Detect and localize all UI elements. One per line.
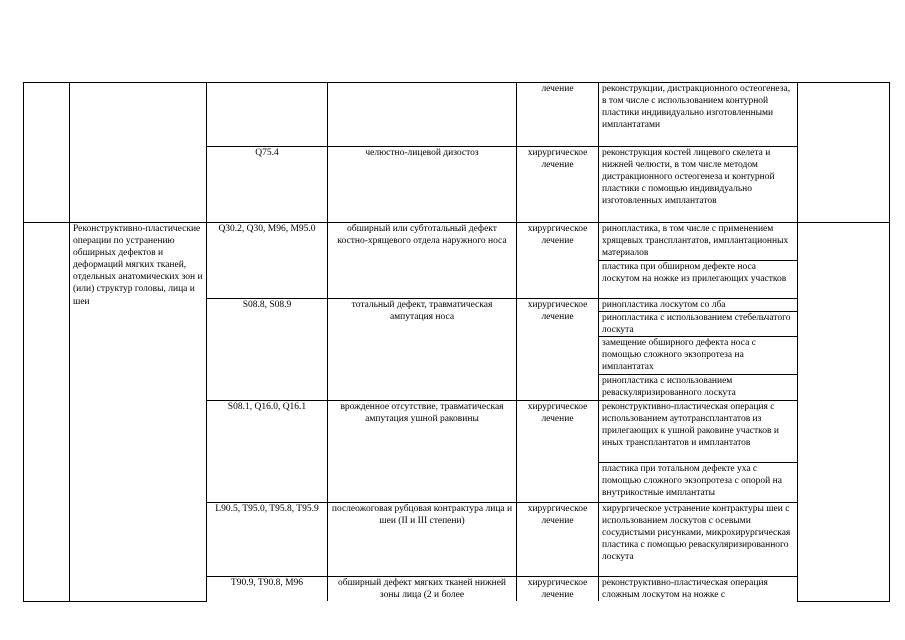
method-cell [599, 147, 798, 223]
number-cell [24, 223, 70, 602]
diagnosis-cell: тотальный дефект, травматическая ампутация носа [328, 299, 517, 401]
group-cell: Реконструктивно-пластические операции по устранению обширных дефектов и деформаций мягких тканей, отдельных анатомических зон и (или) структур головы, лица и шеи [70, 223, 207, 602]
method-item: замещение обширного дефекта носа с помощью сложного экзопротеза на имплантатах [599, 336, 797, 374]
group-cell [70, 83, 207, 223]
method-item: реконструкция костей лицевого скелета и нижней челюсти, в том числе методом дистракционного остеогенеза и контурной пластики с помощью индивидуально изготовленных имплантатов [602, 148, 775, 207]
method-item: ринопластика с использованием реваскуляризированного лоскута [599, 374, 797, 399]
treatment-cell: хирургическое лечение [517, 299, 599, 401]
method-item: ринопластика лоскутом со лба [602, 300, 726, 310]
method-item: хирургическое устранение контрактуры шеи с использованием лоскутов с осевыми сосудистыми рисунками, микрохирургическая пластика с помощью реваскуляризированного лоскута [602, 504, 791, 563]
diagnosis-cell: послеожоговая рубцовая контрактура лица и шеи (II и III степени) [328, 503, 517, 577]
method-cell [599, 299, 798, 401]
treatment-cell: хирургическое лечение [517, 147, 599, 223]
method-cell [599, 401, 798, 503]
code-cell [207, 83, 328, 147]
code-cell: T90.9, T90.8, M96 [207, 577, 328, 602]
diagnosis-cell: врожденное отсутствие, травматическая ампутация ушной раковины [328, 401, 517, 503]
code-cell: L90.5, T95.0, T95.8, T95.9 [207, 503, 328, 577]
code-cell: Q75.4 [207, 147, 328, 223]
method-item: реконструктивно-пластическая операция сложным лоскутом на ножке с [602, 578, 768, 601]
method-cell [599, 223, 798, 299]
diagnosis-cell: обширный или субтотальный дефект костно-хрящевого отдела наружного носа [328, 223, 517, 299]
code-cell: S08.1, Q16.0, Q16.1 [207, 401, 328, 503]
number-cell [24, 83, 70, 223]
method-cell [599, 83, 798, 147]
treatment-cell: лечение [517, 83, 599, 147]
treatment-cell: хирургическое лечение [517, 577, 599, 602]
treatment-cell: хирургическое лечение [517, 401, 599, 503]
method-cell [599, 503, 798, 577]
medical-procedures-table [23, 82, 890, 602]
code-cell: Q30.2, Q30, M96, M95.0 [207, 223, 328, 299]
method-item: пластика при тотальном дефекте уха с помощью сложного экзопротеза с опорой на внутрикостные имплантаты [599, 462, 797, 499]
method-cell [599, 577, 798, 602]
table-row [24, 223, 890, 299]
method-item: реконструкции, дистракционного остеогенеза, в том числе с использованием контурной пластики индивидуально изготовленными имплантатами [602, 84, 791, 131]
treatment-cell: хирургическое лечение [517, 503, 599, 577]
diagnosis-cell: челюстно-лицевой дизостоз [328, 147, 517, 223]
extra-cell [798, 223, 890, 602]
method-item: ринопластика, в том числе с применением хрящевых трансплантатов, имплантационных материалов [602, 224, 789, 259]
code-cell: S08.8, S08.9 [207, 299, 328, 401]
diagnosis-cell [328, 83, 517, 147]
method-item: пластика при обширном дефекте носа лоскутом на ножке из прилегающих участков [599, 260, 797, 285]
treatment-cell: хирургическое лечение [517, 223, 599, 299]
extra-cell [798, 83, 890, 223]
table-row [24, 83, 890, 147]
method-item: ринопластика с использованием стебельчатого лоскута [599, 311, 797, 336]
method-item: реконструктивно-пластическая операция с использованием аутотрансплантатов из прилегающих к ушной раковине участков и иных трансплантатов и имплантатов [602, 402, 779, 449]
diagnosis-cell: обширный дефект мягких тканей нижней зоны лица (2 и более [328, 577, 517, 602]
